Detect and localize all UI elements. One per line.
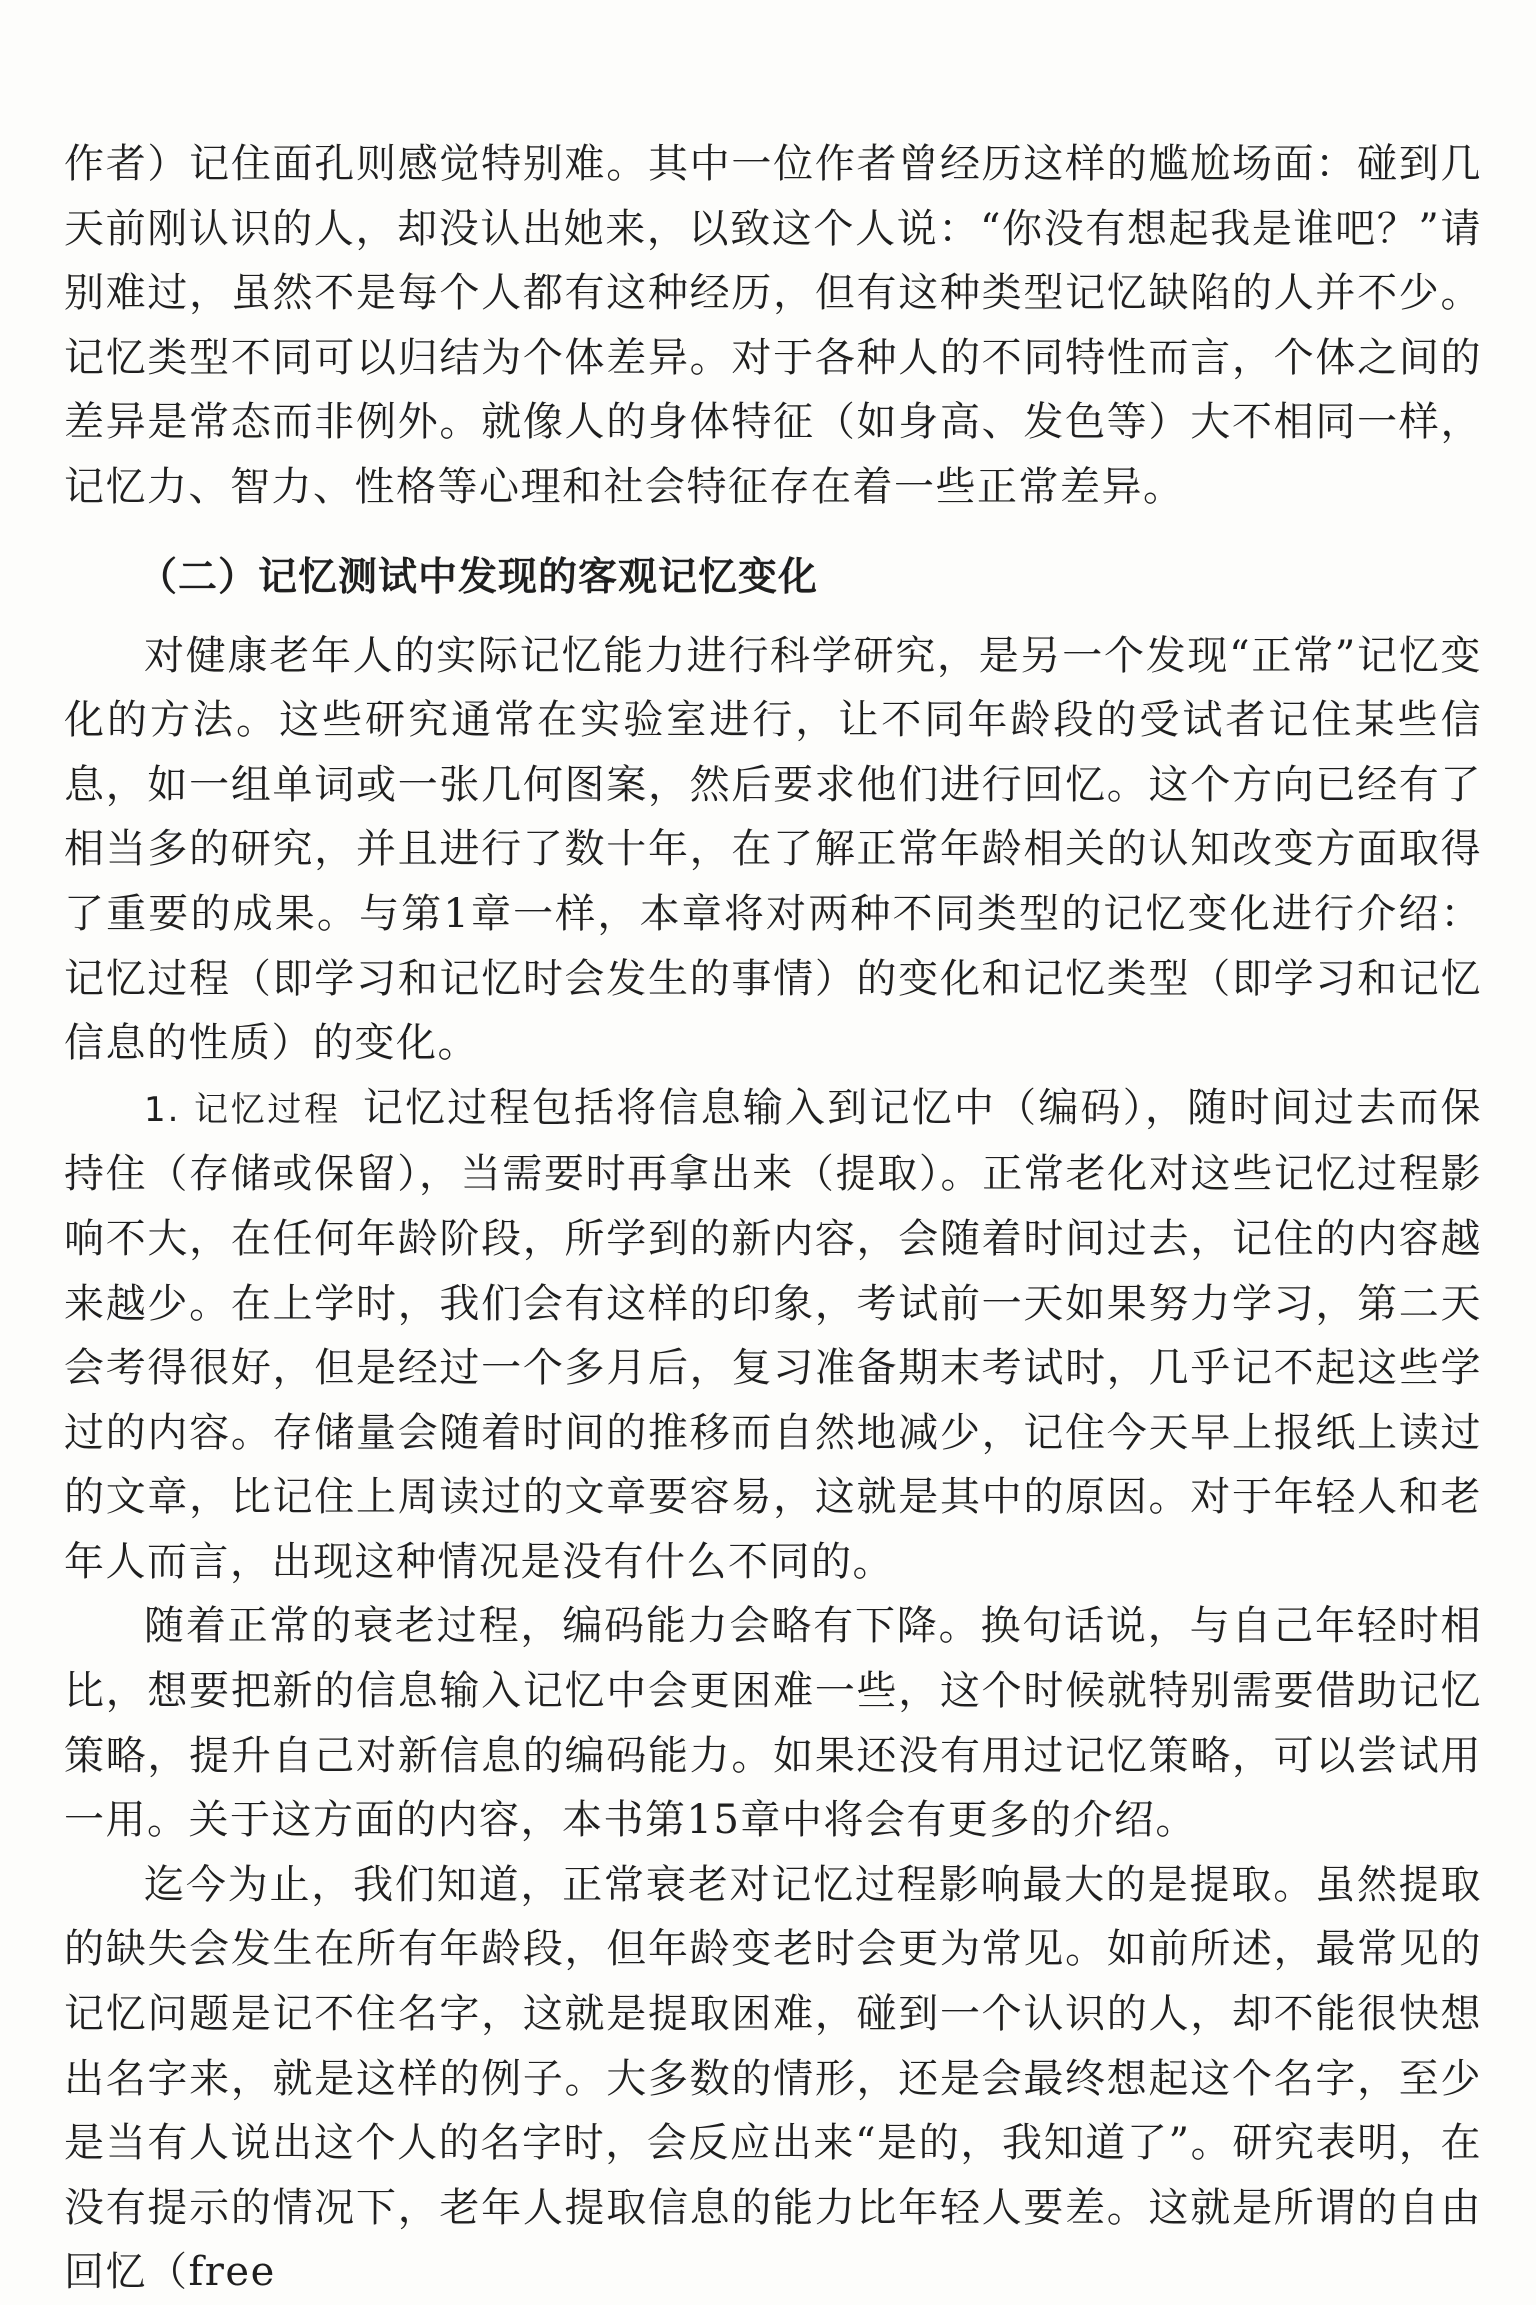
paragraph-individual-differences: 作者）记住面孔则感觉特别难。其中一位作者曾经历这样的尴尬场面：碰到几天前刚认识的人，却没认出她来，以致这个人说：“你没有想起我是谁吧？”请别难过，虽然不是每个人都有这种经历，但有这种类型记忆缺陷的人并不少。记忆类型不同可以归结为个体差异。对于各种人的不同特性而言，个体之间的差异是常态而非例外。就像人的身体特征（如身高、发色等）大不相同一样，记忆力、智力、性格等心理和社会特征存在着一些正常差异。 — [64, 141, 1482, 510]
paragraph-memory-process-text: 记忆过程包括将信息输入到记忆中（编码），随时间过去而保持住（存储或保留），当需要时再拿出来（提取）。正常老化对这些记忆过程影响不大，在任何年龄阶段，所学到的新内容，会随着时间过去，记住的内容越来越少。在上学时，我们会有这样的印象，考试前一天如果努力学习，第二天会考得很好，但是经过一个多月后，复习准备期末考试时，几乎记不起这些学过的内容。存储量会随着时间的推移而自然地减少，记住今天早上报纸上读过的文章，比记住上周读过的文章要容易，这就是其中的原因。对于年轻人和老年人而言，出现这种情况是没有什么不同的。 — [64, 1084, 1483, 1585]
section-heading: （二）记忆测试中发现的客观记忆变化 — [138, 554, 819, 600]
paragraph-memory-process — [64, 1076, 1482, 1595]
paragraph-scientific-research: 对健康老年人的实际记忆能力进行科学研究，是另一个发现“正常”记忆变化的方法。这些研究通常在实验室进行，让不同年龄段的受试者记住某些信息，如一组单词或一张几何图案，然后要求他们进行回忆。这个方向已经有了相当多的研究，并且进行了数十年，在了解正常年龄相关的认知改变方面取得了重要的成果。与第1章一样，本章将对两种不同类型的记忆变化进行介绍：记忆过程（即学习和记忆时会发生的事情）的变化和记忆类型（即学习和记忆信息的性质）的变化。 — [64, 632, 1482, 1067]
subsection-label: 1. 记忆过程 — [144, 1089, 341, 1130]
document-page — [64, 132, 1482, 2305]
paragraph-encoding: 随着正常的衰老过程，编码能力会略有下降。换句话说，与自己年轻时相比，想要把新的信息输入记忆中会更困难一些，这个时候就特别需要借助记忆策略，提升自己对新信息的编码能力。如果还没有用过记忆策略，可以尝试用一用。关于这方面的内容，本书第15章中将会有更多的介绍。 — [64, 1603, 1482, 1844]
paragraph-retrieval: 迄今为止，我们知道，正常衰老对记忆过程影响最大的是提取。虽然提取的缺失会发生在所有年龄段，但年龄变老时会更为常见。如前所述，最常见的记忆问题是记不住名字，这就是提取困难，碰到一个认识的人，却不能很快想出名字来，就是这样的例子。大多数的情形，还是会最终想起这个名字，至少是当有人说出这个人的名字时，会反应出来“是的，我知道了”。研究表明，在没有提示的情况下，老年人提取信息的能力比年轻人要差。这就是所谓的自由回忆（free — [64, 1861, 1482, 2296]
